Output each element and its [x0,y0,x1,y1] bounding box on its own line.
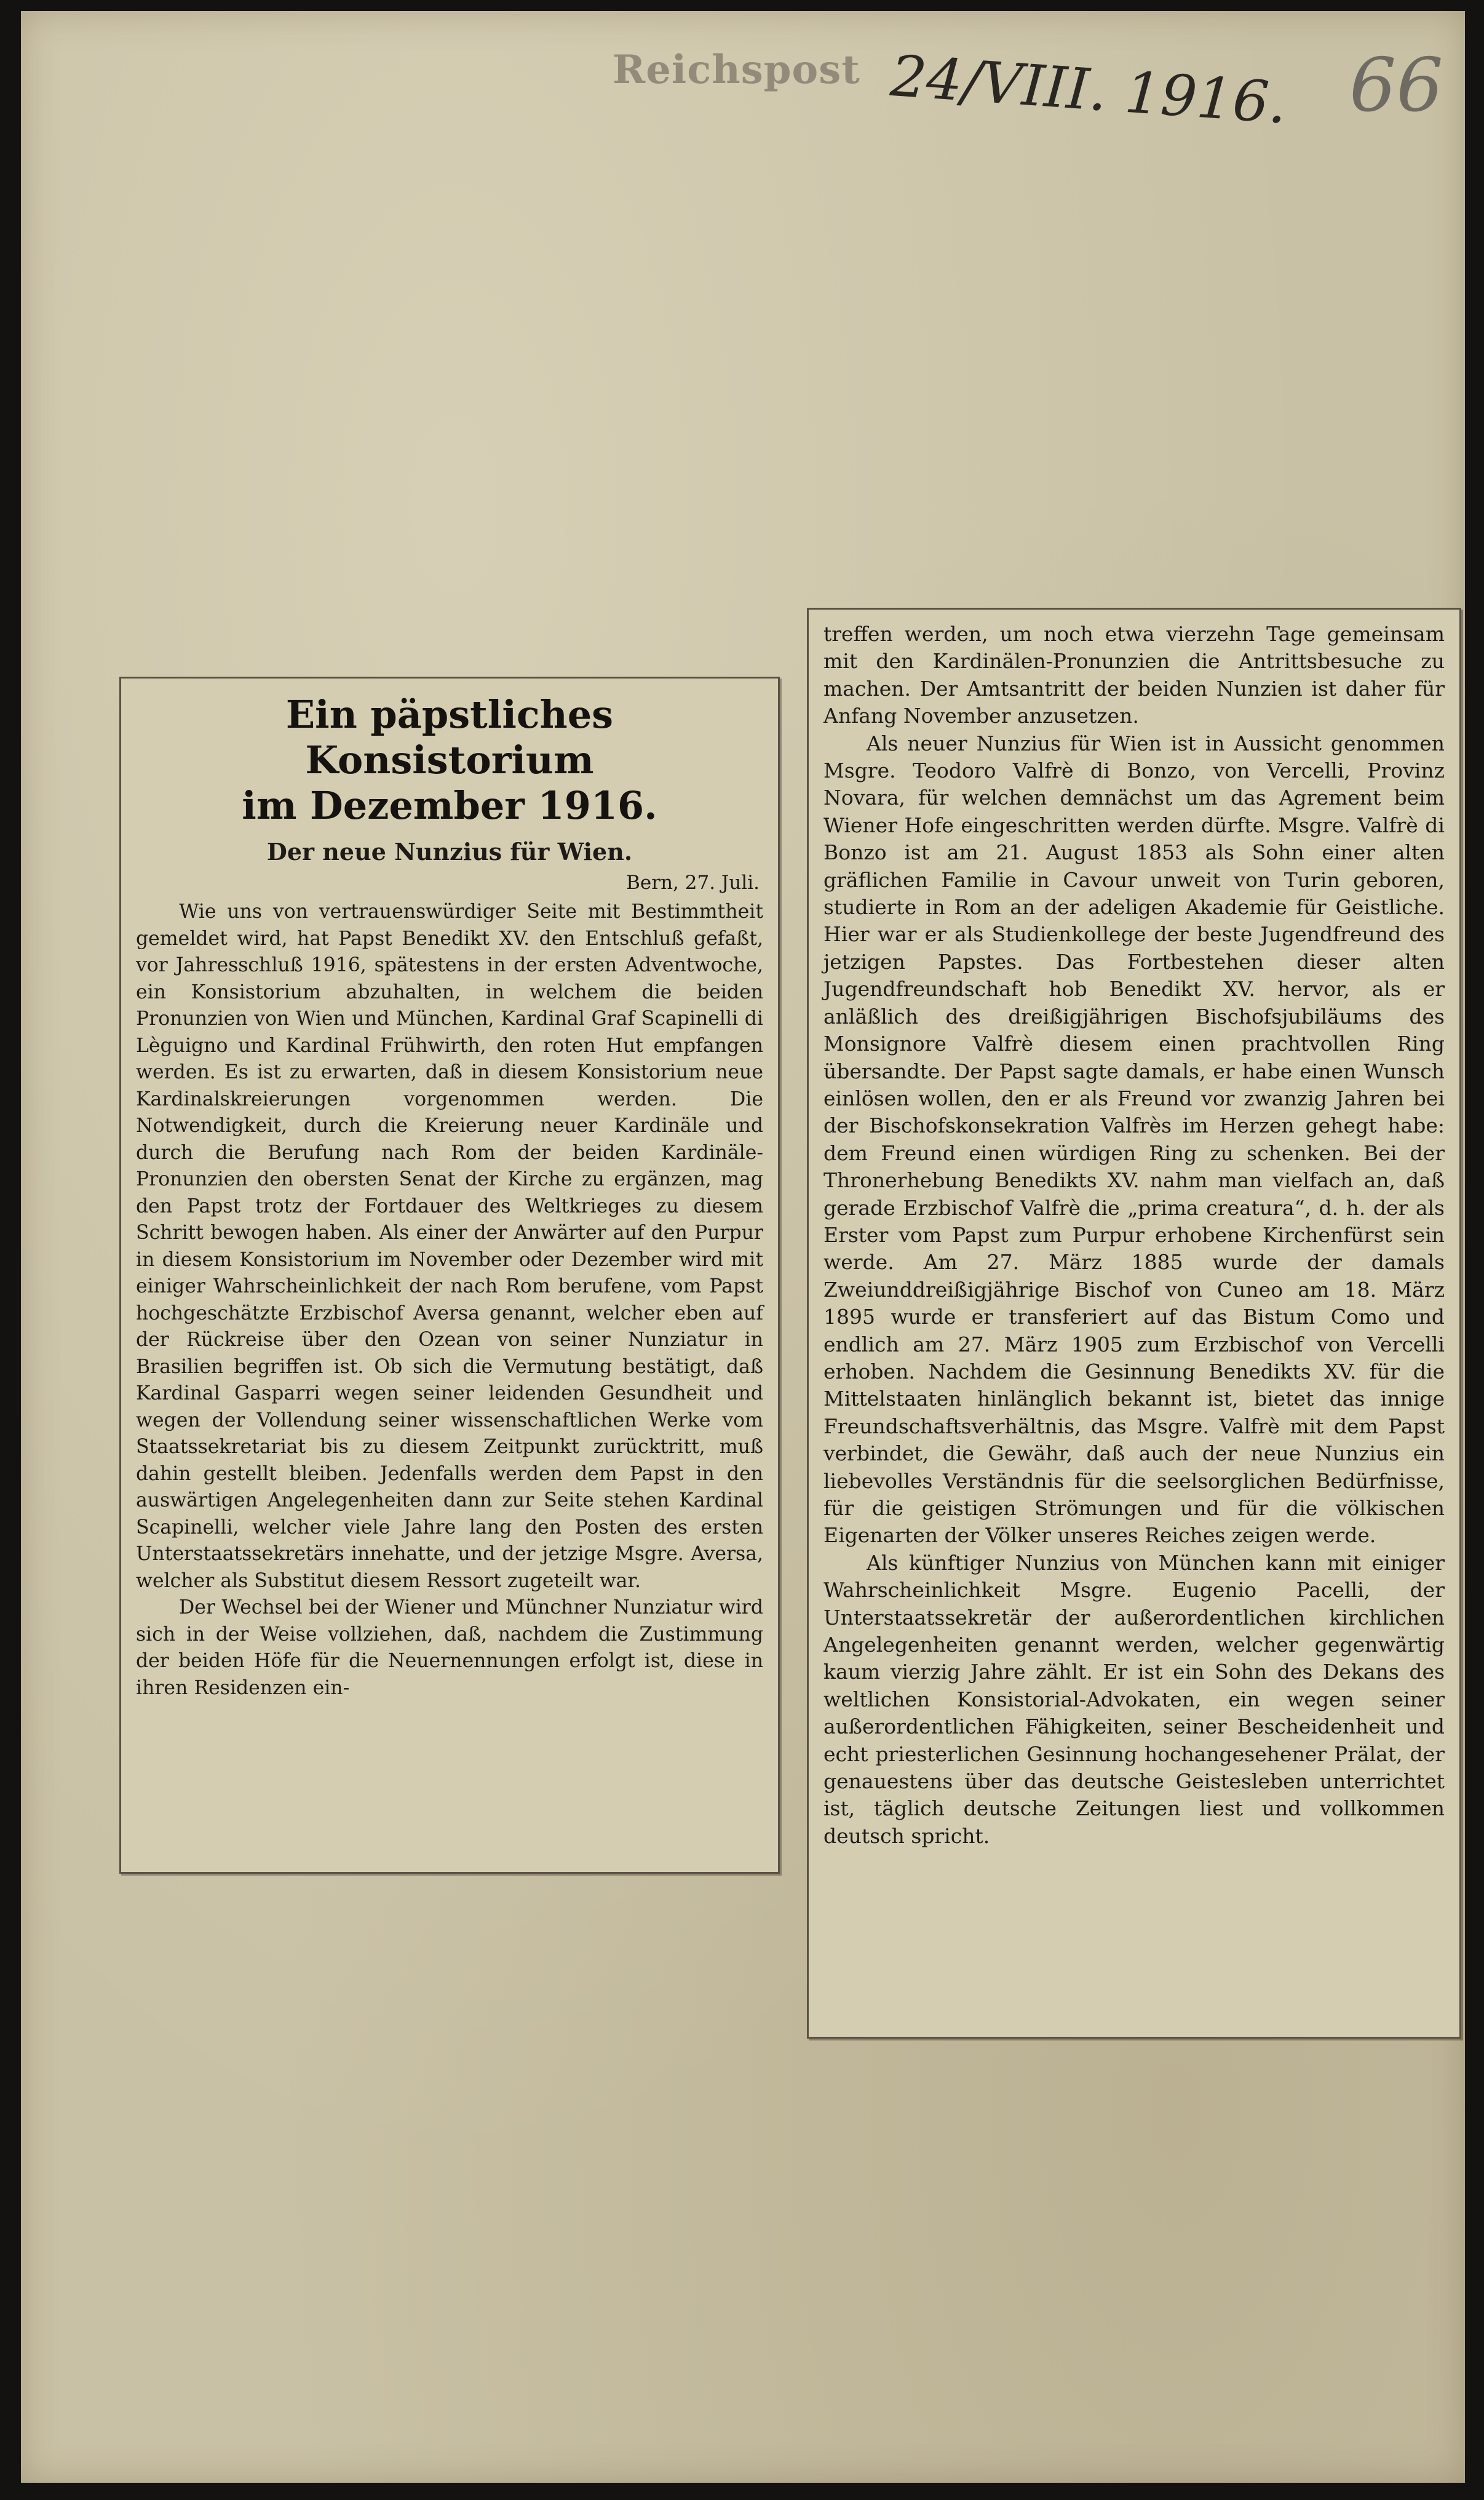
page-number: 66 [1349,43,1443,129]
article-subheadline: Der neue Nunzius für Wien. [266,838,633,866]
article-body-left [136,899,763,1702]
paragraph: treffen werden, um noch etwa vierzehn Tage gemeinsam mit den Kardinälen-Pronunzien die Antrittsbesuche zu machen. Der Amtsantritt der beiden Nunzien ist daher für Anfang November anzusetzen. [823,622,1445,728]
archive-sheet [21,11,1465,2483]
article-dateline: Bern, 27. Juli. [626,872,760,894]
newspaper-stamp: Reichspost [613,47,860,93]
handwritten-date: 24/VIII. 1916. [888,43,1289,137]
paragraph: Wie uns von vertrauenswürdiger Seite mit Bestimmtheit gemeldet wird, hat Papst Benedikt XV. den Entschluß gefaßt, vor Jahresschluß 1916, spätestens in der ersten Adventwoche, ein Konsistorium abzuhalten, in welchem die beiden Pronunzien von Wien und München, Kardinal Graf Scapinelli di Lèguigno und Kardinal Frühwirth, den roten Hut empfangen werden. Es ist zu erwarten, daß in diesem Konsistorium neue Kardinalskreierungen vorgenommen werden. Die Notwendigkeit, durch die Kreierung neuer Kardinäle und durch die Berufung nach Rom der beiden Kardinäle-Pronunzien den obersten Senat der Kirche zu ergänzen, mag den Papst trotz der Fortdauer des Weltkrieges zu diesem Schritt bewogen haben. Als einer der Anwärter auf den Purpur in diesem Konsistorium im November oder Dezember wird mit einiger Wahrscheinlichkeit der nach Rom berufene, vom Papst hochgeschätzte Erzbischof Aversa genannt, welcher eben auf der Rückreise über den Ozean von seiner Nunziatur in Brasilien begriffen ist. Ob sich die Vermutung bestätigt, daß Kardinal Gasparri wegen seiner leidenden Gesundheit und wegen der Vollendung seiner wissenschaftlichen Werke vom Staatssekretariat bis zu diesem Zeitpunkt zurücktritt, muß dahin gestellt bleiben. Jedenfalls werden dem Papst in den auswärtigen Angelegenheiten dann zur Seite stehen Kardinal Scapinelli, welcher viele Jahre lang den Posten des ersten Unterstaatssekretärs innehatte, und der jetzige Msgre. Aversa, welcher als Substitut diesem Ressort zugeteilt war. [136,901,763,1592]
clipping-left-column [119,677,780,1874]
clipping-right-column [807,608,1461,2039]
paragraph: Als neuer Nunzius für Wien ist in Aussicht genommen Msgre. Teodoro Valfrè di Bonzo, von Vercelli, Provinz Novara, für welchen demnächst um das Agrement beim Wiener Hofe eingeschritten werden dürfte. Msgre. Valfrè di Bonzo ist am 21. August 1853 als Sohn einer alten gräflichen Familie in Cavour unweit von Turin geboren, studierte in Rom an der adeligen Akademie für Geistliche. Hier war er als Studienkollege der beste Jugendfreund des jetzigen Papstes. Das Fortbestehen dieser alten Jugendfreundschaft hob Benedikt XV. hervor, als er anläßlich des dreißigjährigen Bischofsjubiläums des Monsignore Valfrè diesem einen prachtvollen Ring übersandte. Der Papst sagte damals, er habe einen Wunsch einlösen wollen, den er als Freund vor zwanzig Jahren bei der Bischofskonsekration Valfrès im Herzen gehegt habe: dem Freund einen würdigen Ring zu schenken. Bei der Thronerhebung Benedikts XV. nahm man vielfach an, daß gerade Erzbischof Valfrè die „prima creatura“, d. h. der als Erster vom Papst zum Purpur erhobene Kirchenfürst sein werde. Am 27. März 1885 wurde der damals Zweiunddreißigjährige Bischof von Cuneo am 18. März 1895 wurde er transferiert auf das Bistum Como und endlich am 27. März 1905 zum Erzbischof von Vercelli erhoben. Nachdem die Gesinnung Benedikts XV. für die Mittelstaaten hinlänglich bekannt ist, bietet das innige Freundschaftsverhältnis, das Msgre. Valfrè mit dem Papst verbindet, die Gewähr, daß auch der neue Nunzius ein liebevolles Verständnis für die seelsorglichen Bedürfnisse, für die geistigen Strömungen und für die völkischen Eigenarten der Völker unseres Reiches zeigen werde. [823,731,1445,1548]
headline-line-1: Ein päpstliches Konsistorium [285,692,614,782]
article-headline [137,692,762,829]
article-body-right [823,621,1445,1850]
paragraph: Der Wechsel bei der Wiener und Münchner Nunziatur wird sich in der Weise vollziehen, daß, nachdem die Zustimmung der beiden Höfe für die Neuernennungen erfolgt ist, diese in ihren Residenzen ein- [136,1596,763,1699]
paragraph: Als künftiger Nunzius von München kann mit einiger Wahrscheinlichkeit Msgre. Eugenio Pacelli, der Unterstaatssekretär der außerordentlichen kirchlichen Angelegenheiten genannt werden, welcher gegenwärtig kaum vierzig Jahre zählt. Er ist ein Sohn des Dekans des weltlichen Konsistorial-Advokaten, ein wegen seiner außerordentlichen Fähigkeiten, seiner Bescheidenheit und echt priesterlichen Gesinnung hochangesehener Prälat, der genauestens über das deutsche Geistesleben unterrichtet ist, täglich deutsche Zeitungen liest und vollkommen deutsch spricht. [823,1550,1445,1848]
headline-line-2: im Dezember 1916. [242,783,657,828]
